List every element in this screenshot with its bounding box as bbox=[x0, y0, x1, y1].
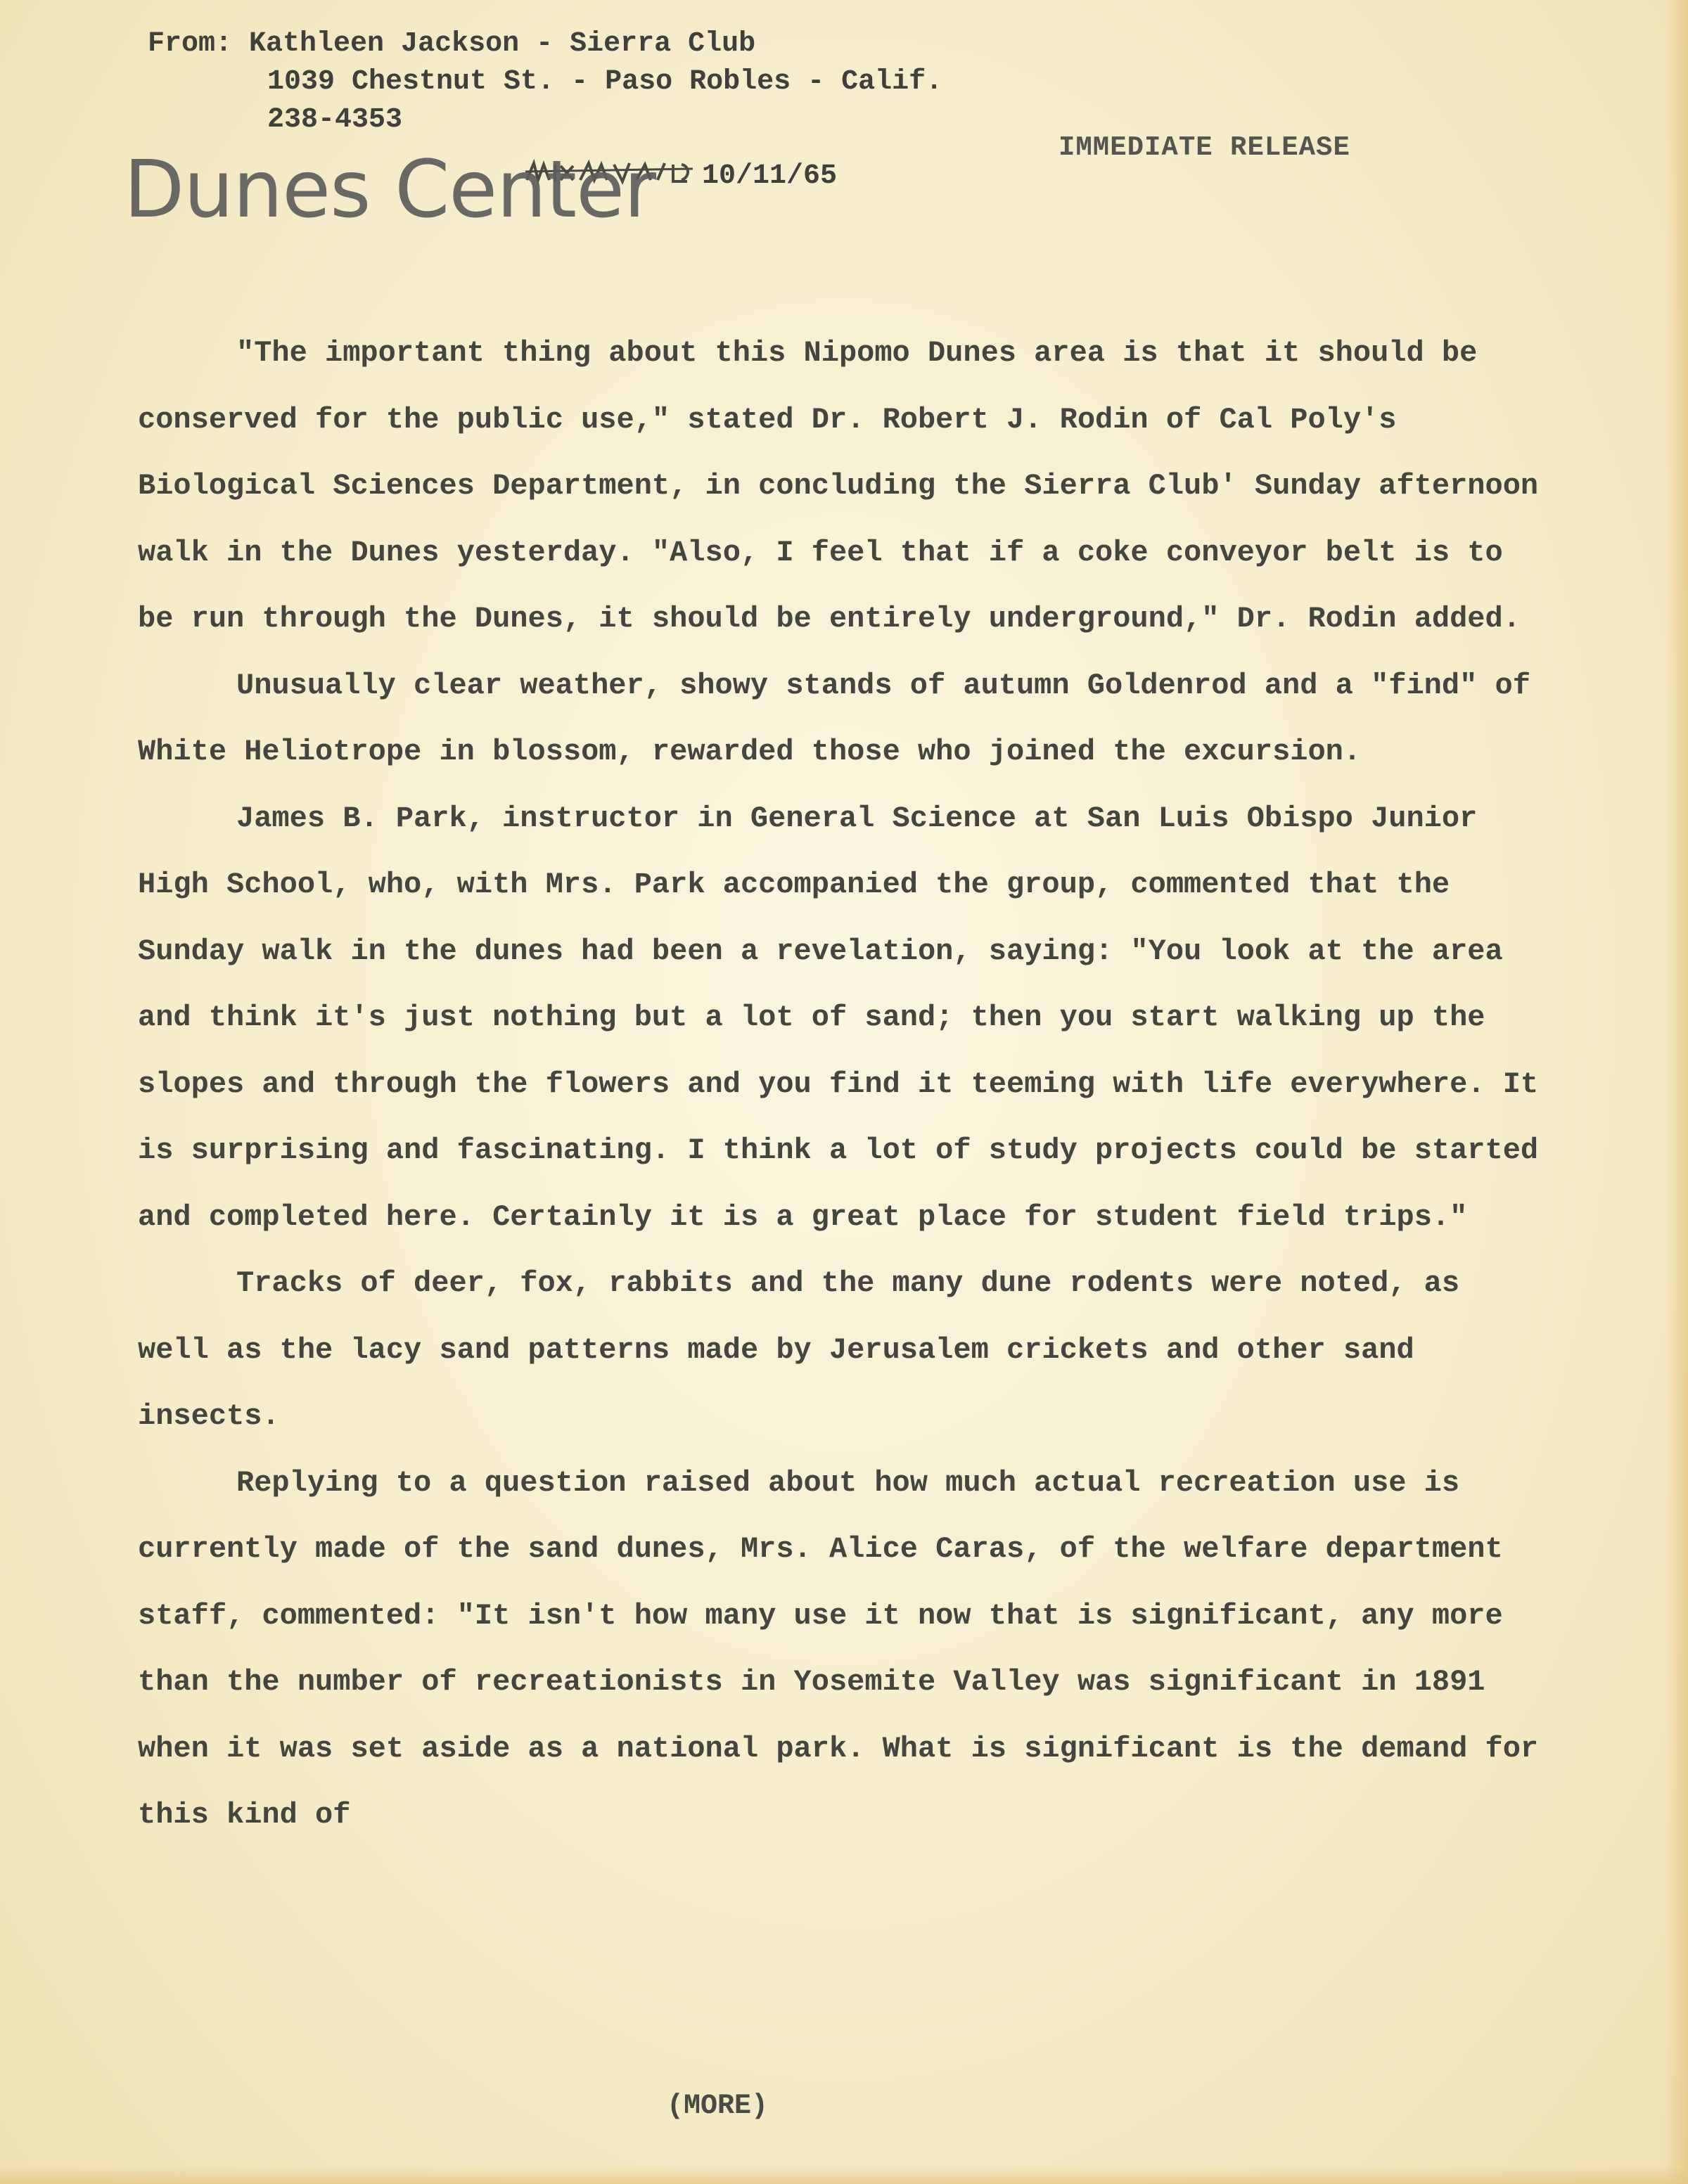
paragraph: Tracks of deer, fox, rabbits and the many dune rodents were noted, as well as the lacy sand patterns made by Jerusalem crickets and other sand insects. bbox=[138, 1266, 1460, 1433]
paragraph: Replying to a question raised about how much actual recreation use is currently made of the sand dunes, Mrs. Alice Caras, of the welfare department staff, commented: "It isn't how many use it now that is significant, any more than the number of recreationists in Yosemite Valley was significant in 1891 when it was set aside as a national park. What is significant is the demand for this kind of bbox=[138, 1465, 1539, 1832]
release-date: 10/11/65 bbox=[702, 160, 838, 192]
paragraph: "The important thing about this Nipomo Dunes area is that it should be conserved for the public use," stated Dr. Robert J. Rodin of Cal Poly's Biological Sciences Department, in concluding the Sierra Club' Sunday afternoon walk in the Dunes yesterday. "Also, I feel that if a coke conveyor belt is to be run through the Dunes, it should be entirely underground," Dr. Rodin added. bbox=[138, 336, 1539, 636]
watermark-text: Dunes Center bbox=[124, 144, 656, 236]
paper-bottom-shadow bbox=[0, 2166, 1688, 2184]
article-body bbox=[138, 320, 1545, 1849]
paper-edge-shadow bbox=[1664, 0, 1688, 2184]
paragraph: James B. Park, instructor in General Science at San Luis Obispo Junior High School, who, with Mrs. Park accompanied the group, commented that the Sunday walk in the dunes had been a revelation, saying: "You look at the area and think it's just nothing but a lot of sand; then you start walking up the slopes and through the flowers and you find it teeming with life everywhere. It is surprising and fascinating. I think a lot of study projects could be started and completed here. Certainly it is a great place for student field trips." bbox=[138, 801, 1539, 1234]
address-line: 1039 Chestnut St. - Paso Robles - Calif. bbox=[267, 66, 943, 98]
release-label: IMMEDIATE RELEASE bbox=[1059, 132, 1350, 163]
phone-line: 238-4353 bbox=[267, 104, 403, 136]
more-footer: (MORE) bbox=[667, 2090, 769, 2122]
sender-header bbox=[148, 25, 942, 139]
paragraph: Unusually clear weather, showy stands of autumn Goldenrod and a "find" of White Heliotrope in blossom, rewarded those who joined the excursion. bbox=[138, 668, 1530, 769]
from-line: From: Kathleen Jackson - Sierra Club bbox=[148, 28, 756, 60]
